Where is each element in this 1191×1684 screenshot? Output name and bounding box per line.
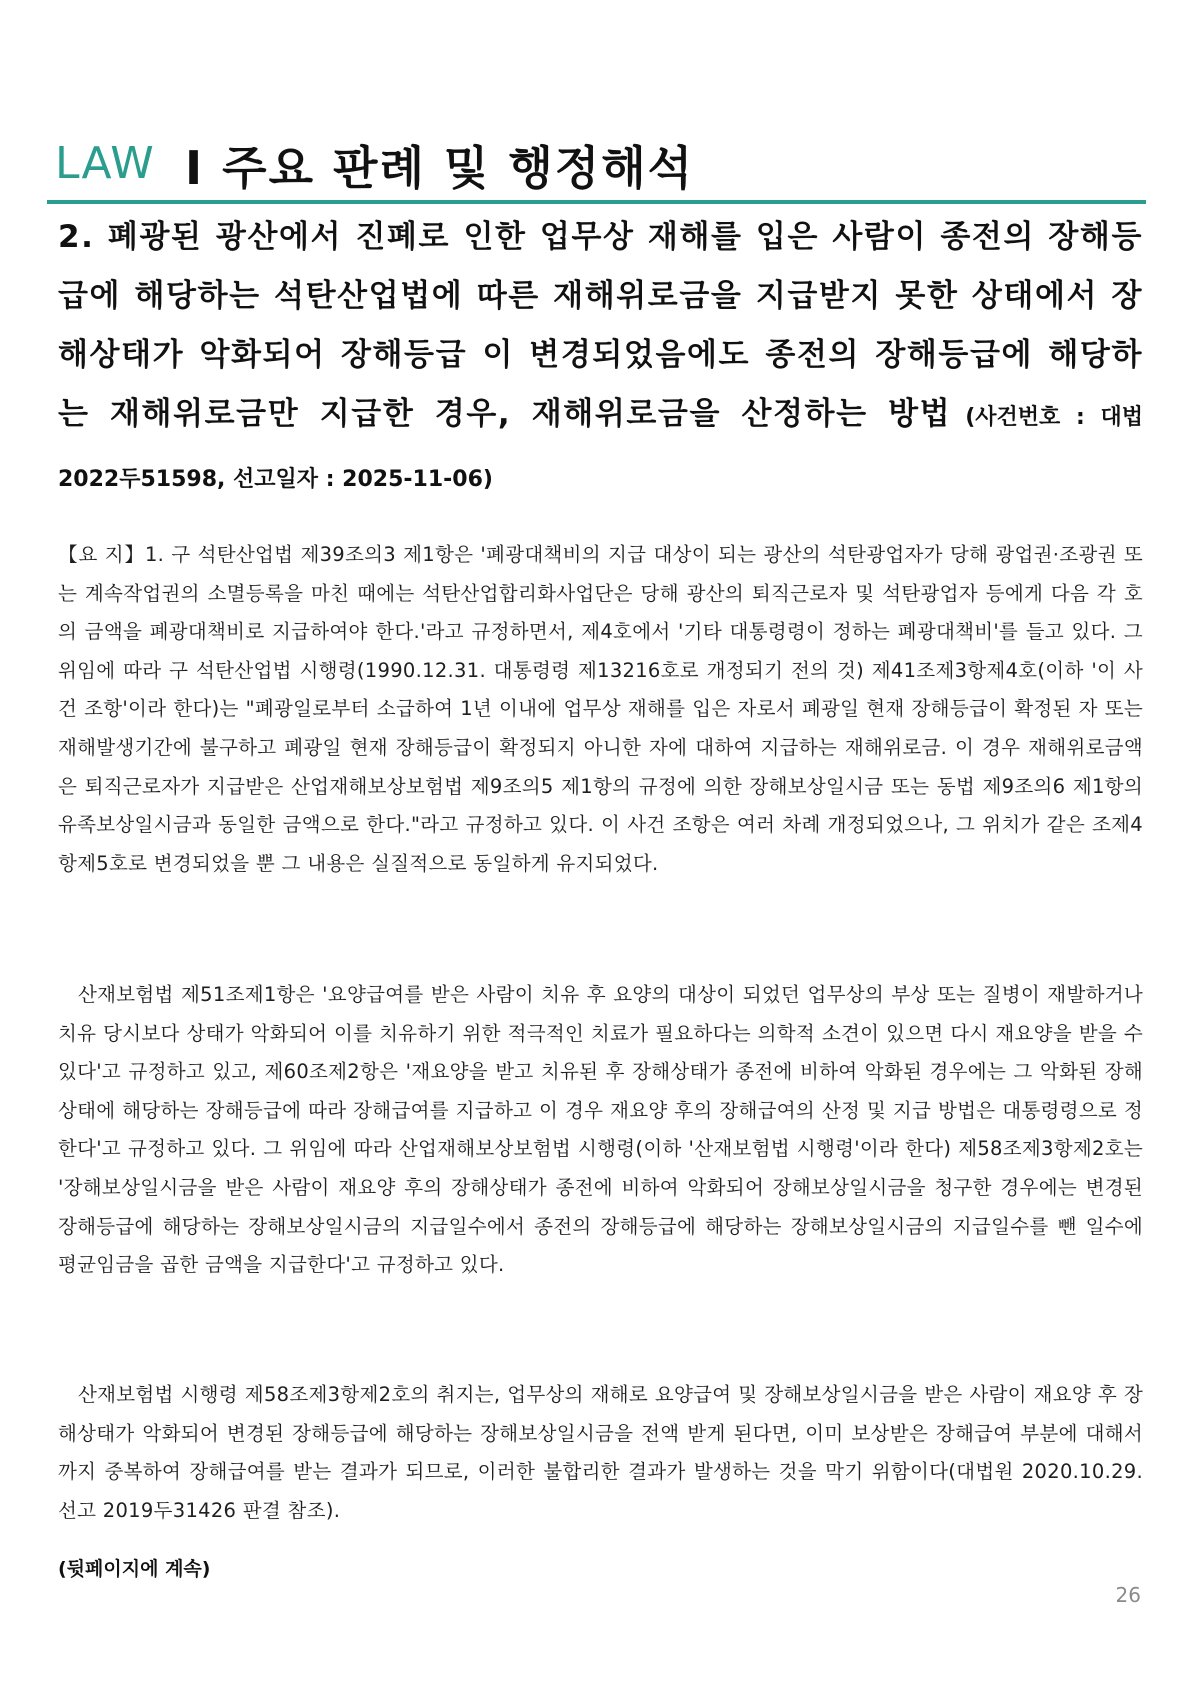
case-title: 2. 폐광된 광산에서 진폐로 인한 업무상 재해를 입은 사람이 종전의 장해등급에 해당하는 석탄산업법에 따른 재해위로금을 지급받지 못한 상태에서 장해상태가 악화되어 장해등급 이 변경되었음에도 종전의 장해등급에 해당하는 재해위로금만 지급한 경우, 재해위로금을 산정하는 방법: [58, 219, 1143, 432]
summary-paragraph-3: 산재보험법 시행령 제58조제3항제2호의 취지는, 업무상의 재해로 요양급여 및 장해보상일시금을 받은 사람이 재요양 후 장해상태가 악화되어 변경된 장해등급에 해당하는 장해보상일시금을 전액 받게 된다면, 이미 보상받은 장해급여 부분에 대해서까지 중복하여 장해급여를 받는 결과가 되므로, 이러한 불합리한 결과가 발생하는 것을 막기 위함이다(대법원 2020.10.29. 선고 2019두31426 판결 참조).: [58, 1383, 1143, 1522]
continue-note: (뒷페이지에 계속): [58, 1558, 211, 1580]
page-number: 26: [1115, 1583, 1141, 1607]
case-heading: [58, 208, 1143, 509]
header-divider: [47, 200, 1146, 204]
section-title: Ⅰ 주요 판례 및 행정해석: [185, 141, 695, 195]
section-header: [55, 130, 1145, 200]
case-meta: (사건번호 : 대법 2022두51598, 선고일자 : 2025-11-06): [58, 405, 1143, 492]
section-tag: LAW: [55, 138, 155, 189]
summary-paragraph-2: 산재보험법 제51조제1항은 '요양급여를 받은 사람이 치유 후 요양의 대상이 되었던 업무상의 부상 또는 질병이 재발하거나 치유 당시보다 상태가 악화되어 이를 치유하기 위한 적극적인 치료가 필요하다는 의학적 소견이 있으면 다시 재요양을 받을 수 있다'고 규정하고 있고, 제60조제2항은 '재요양을 받고 치유된 후 장해상태가 종전에 비하여 악화된 경우에는 그 악화된 장해상태에 해당하는 장해등급에 따라 장해급여를 지급하고 이 경우 재요양 후의 장해급여의 산정 및 지급 방법은 대통령령으로 정한다'고 규정하고 있다. 그 위임에 따라 산업재해보상보험법 시행령(이하 '산재보험법 시행령'이라 한다) 제58조제3항제2호는 '장해보상일시금을 받은 사람이 재요양 후의 장해상태가 종전에 비하여 악화되어 장해보상일시금을 청구한 경우에는 변경된 장해등급에 해당하는 장해보상일시금의 지급일수에서 종전의 장해등급에 해당하는 장해보상일시금의 지급일수를 뺀 일수에 평균임금을 곱한 금액을 지급한다'고 규정하고 있다.: [58, 983, 1143, 1277]
summary-paragraph-1: 【요 지】1. 구 석탄산업법 제39조의3 제1항은 '폐광대책비의 지급 대상이 되는 광산의 석탄광업자가 당해 광업권·조광권 또는 계속작업권의 소멸등록을 마친 때에는 석탄산업합리화사업단은 당해 광산의 퇴직근로자 및 석탄광업자 등에게 다음 각 호의 금액을 폐광대책비로 지급하여야 한다.'라고 규정하면서, 제4호에서 '기타 대통령령이 정하는 폐광대책비'를 들고 있다. 그 위임에 따라 구 석탄산업법 시행령(1990.12.31. 대통령령 제13216호로 개정되기 전의 것) 제41조제3항제4호(이하 '이 사건 조항'이라 한다)는 "폐광일로부터 소급하여 1년 이내에 업무상 재해를 입은 자로서 폐광일 현재 장해등급이 확정된 자 또는 재해발생기간에 불구하고 폐광일 현재 장해등급이 확정되지 아니한 자에 대하여 지급하는 재해위로금. 이 경우 재해위로금액은 퇴직근로자가 지급받은 산업재해보상보험법 제9조의5 제1항의 규정에 의한 장해보상일시금 또는 동법 제9조의6 제1항의 유족보상일시금과 동일한 금액으로 한다."라고 규정하고 있다. 이 사건 조항은 여러 차례 개정되었으나, 그 위치가 같은 조제4항제5호로 변경되었을 뿐 그 내용은 실질적으로 동일하게 유지되었다.: [58, 543, 1143, 875]
